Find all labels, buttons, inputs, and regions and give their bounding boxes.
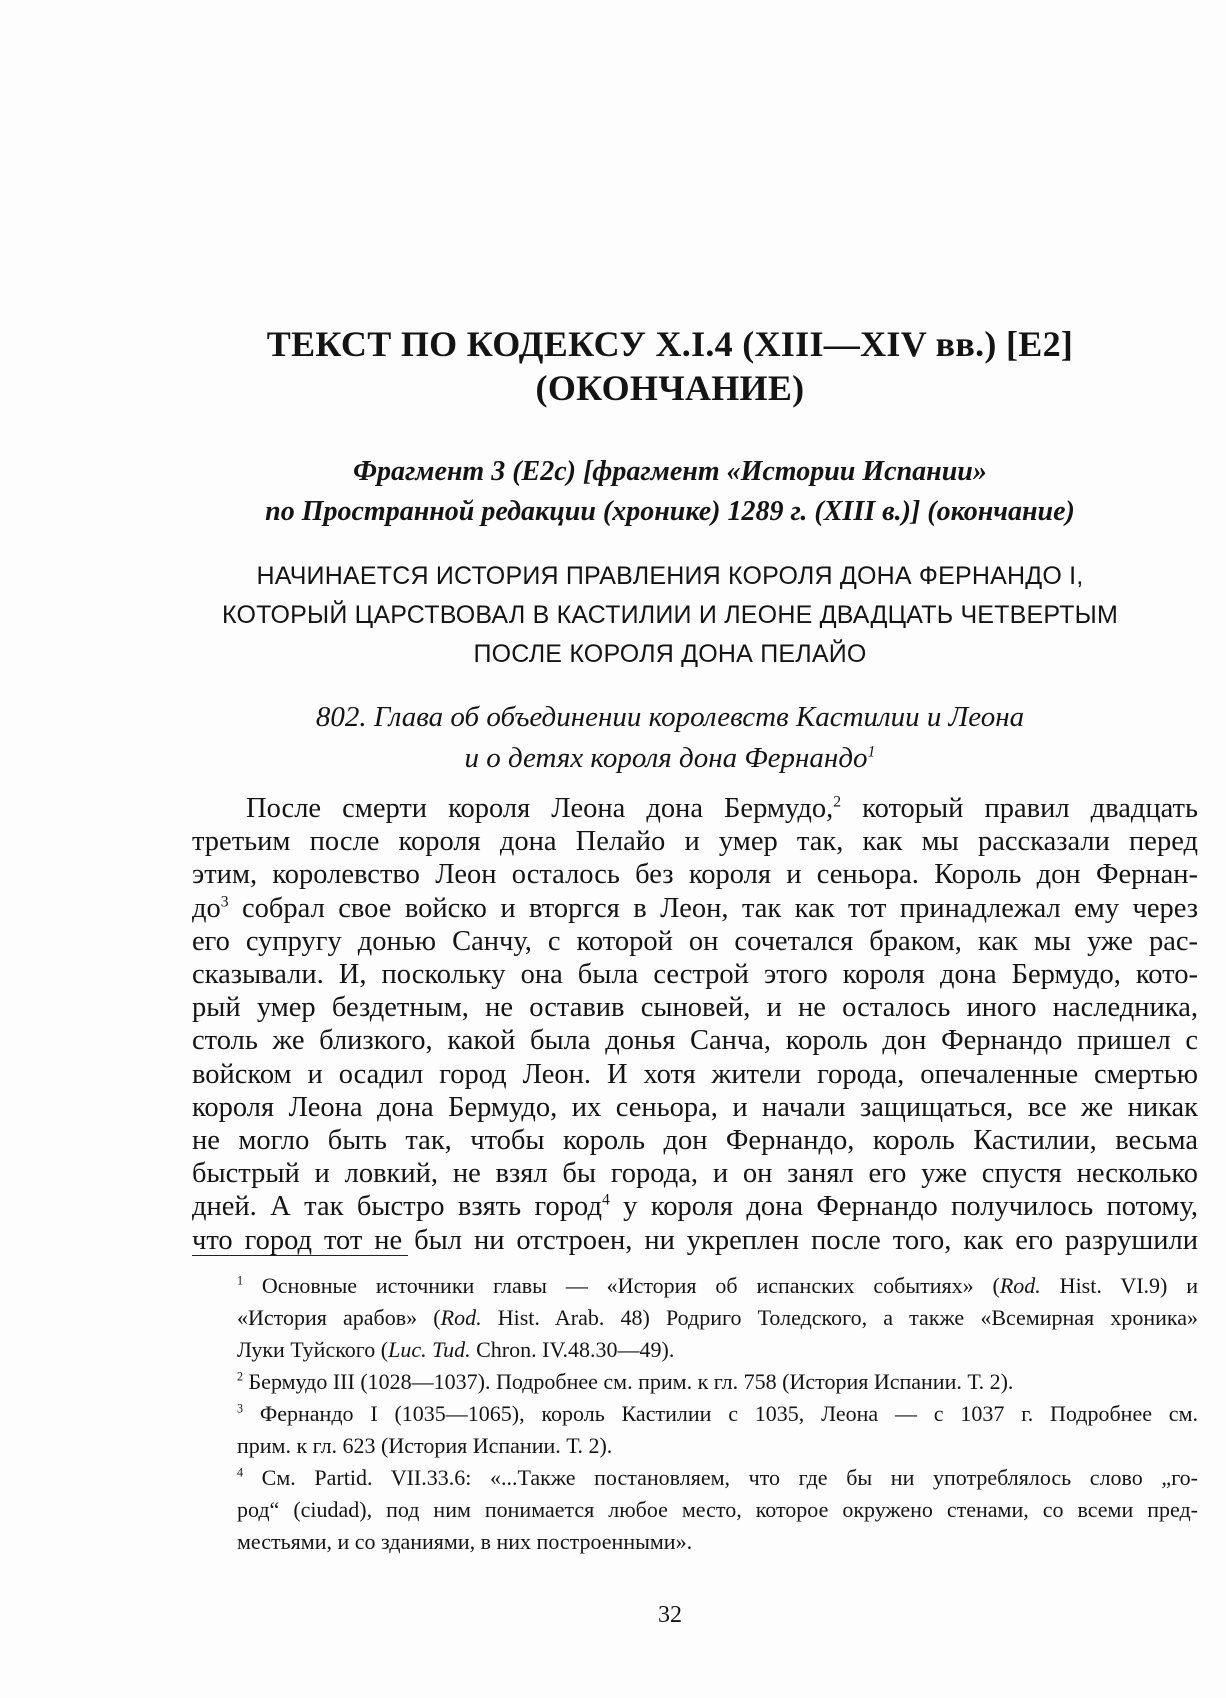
footnote-ref-2: 2 [833, 793, 842, 811]
title-line-1: ТЕКСТ ПО КОДЕКСУ X.I.4 (XIII—XIV вв.) [Е2] [266, 324, 1074, 364]
body-line: короля Леона дона Бермудо, их сеньора, и начали защищаться, все же никак [192, 1091, 1198, 1123]
footnote-italic: Rod. [999, 1273, 1041, 1298]
footnote-line [192, 1398, 1198, 1430]
chapter-line-2-text: и о детях короля дона Фернандо [464, 742, 868, 774]
footnote-ref-1: 1 [867, 743, 876, 761]
footnote-line [192, 1270, 1198, 1302]
body-text-fragment: у короля дона Фернандо получилось потому, [609, 1191, 1198, 1223]
body-line [192, 892, 1198, 925]
chapter-line-1: 802. Глава об объединении королевств Кастилии и Леона [315, 701, 1025, 733]
footnote-text: «История арабов» ( [237, 1305, 441, 1330]
page-number: 32 [658, 1602, 682, 1628]
footnote-text: Луки Туйского ( [237, 1337, 389, 1362]
footnote-italic: Luc. Tud. [388, 1337, 471, 1362]
footnote-mark: 3 [237, 1401, 244, 1416]
footnote-text: Фернандо I (1035—1065), король Кастилии с 1035, Леона — с 1037 г. Подробнее см. [243, 1401, 1198, 1426]
section-heading [130, 557, 1210, 674]
fragment-line-2: по Пространной редакции (хронике) 1289 г. (XIII в.)] (окончание) [265, 496, 1075, 527]
section-line-1: НАЧИНАЕТСЯ ИСТОРИЯ ПРАВЛЕНИЯ КОРОЛЯ ДОНА ФЕРНАНДО I, [256, 562, 1084, 590]
fragment-line-1: Фрагмент 3 (Е2с) [фрагмент «Истории Испании» [353, 456, 987, 487]
footnote-text: Бермудо III (1028—1037). Подробнее см. прим. к гл. 758 (История Испании. Т. 2). [243, 1369, 1014, 1394]
footnote-text: См. Partid. VII.33.6: «...Также постановляем, что где бы ни употреблялось слово „го- [243, 1465, 1198, 1490]
footnotes [192, 1270, 1198, 1558]
body-line: третьим после короля дона Пелайо и умер так, как мы рассказали перед [192, 826, 1198, 858]
body-line: что город тот не был ни отстроен, ни укреплен после того, как его разрушили [192, 1224, 1198, 1256]
body-line: его супругу донью Санчу, с которой он сочетался браком, как мы уже рас- [192, 925, 1198, 957]
footnote-2 [192, 1366, 1198, 1398]
footnote-line [192, 1302, 1198, 1334]
footnote-ref-3: 3 [220, 893, 229, 911]
footnote-4 [192, 1462, 1198, 1558]
footnote-line [192, 1334, 1198, 1366]
body-text-fragment: После смерти короля Леона дона Бермудо, [246, 793, 834, 824]
page-title [130, 322, 1210, 410]
footnote-mark: 2 [237, 1369, 244, 1384]
footnote-text: Hist. Arab. 48) Родриго Толедского, а также «Всемирная хроника» [481, 1305, 1198, 1330]
footnote-text: Основные источники главы — «История об испанских событиях» ( [243, 1273, 1000, 1298]
footnote-line [192, 1366, 1198, 1398]
body-text-fragment: собрал свое войско и вторгся в Леон, так как тот принадлежал ему через [228, 892, 1198, 924]
body-paragraph [192, 792, 1198, 1257]
footnote-line: местьями, и со зданиями, в них построенными». [237, 1529, 693, 1554]
footnote-text: Hist. VI.9) и [1040, 1273, 1198, 1298]
body-text-fragment: который правил двадцать [841, 793, 1199, 824]
body-text-fragment: до [192, 892, 221, 924]
body-line: сказывали. И, поскольку она была сестрой этого короля дона Бермудо, кото- [192, 959, 1198, 991]
footnote-mark: 1 [237, 1273, 244, 1288]
footnote-line: род“ (ciudad), под ним понимается любое место, которое окружено стенами, со всеми пред- [237, 1497, 1198, 1522]
body-line: этим, королевство Леон осталось без короля и сеньора. Король дон Фернан- [192, 859, 1198, 891]
body-line: рый умер бездетным, не оставив сыновей, и не осталось иного наследника, [192, 992, 1198, 1024]
footnote-divider [192, 1255, 408, 1256]
title-line-2: (ОКОНЧАНИЕ) [535, 368, 805, 408]
chapter-heading [130, 697, 1210, 779]
body-line: войском и осадил город Леон. И хотя жители города, опечаленные смертью [192, 1058, 1198, 1090]
section-line-2: КОТОРЫЙ ЦАРСТВОВАЛ В КАСТИЛИИ И ЛЕОНЕ ДВАДЦАТЬ ЧЕТВЕРТЫМ [222, 601, 1118, 629]
footnote-1 [192, 1270, 1198, 1366]
footnote-mark: 4 [237, 1465, 244, 1480]
body-line [192, 1190, 1198, 1223]
footnote-line: прим. к гл. 623 (История Испании. Т. 2). [237, 1433, 613, 1458]
footnote-ref-4: 4 [601, 1191, 610, 1209]
body-line: столь же близкого, какой была донья Санча, король дон Фернандо пришел с [192, 1025, 1198, 1057]
body-line: не могло быть так, чтобы король дон Фернандо, король Кастилии, весьма [192, 1125, 1198, 1157]
fragment-heading [130, 452, 1210, 532]
body-line: быстрый и ловкий, не взял бы города, и он занял его уже спустя несколько [192, 1158, 1198, 1190]
footnote-3 [192, 1398, 1198, 1462]
footnote-text: Chron. IV.48.30—49). [470, 1337, 675, 1362]
chapter-line-2 [130, 738, 1210, 779]
body-text-fragment: дней. А так быстро взять город [192, 1191, 602, 1223]
body-line [192, 792, 1198, 825]
footnote-line [192, 1462, 1198, 1494]
section-line-3: ПОСЛЕ КОРОЛЯ ДОНА ПЕЛАЙО [473, 640, 867, 668]
footnote-italic: Rod. [440, 1305, 482, 1330]
